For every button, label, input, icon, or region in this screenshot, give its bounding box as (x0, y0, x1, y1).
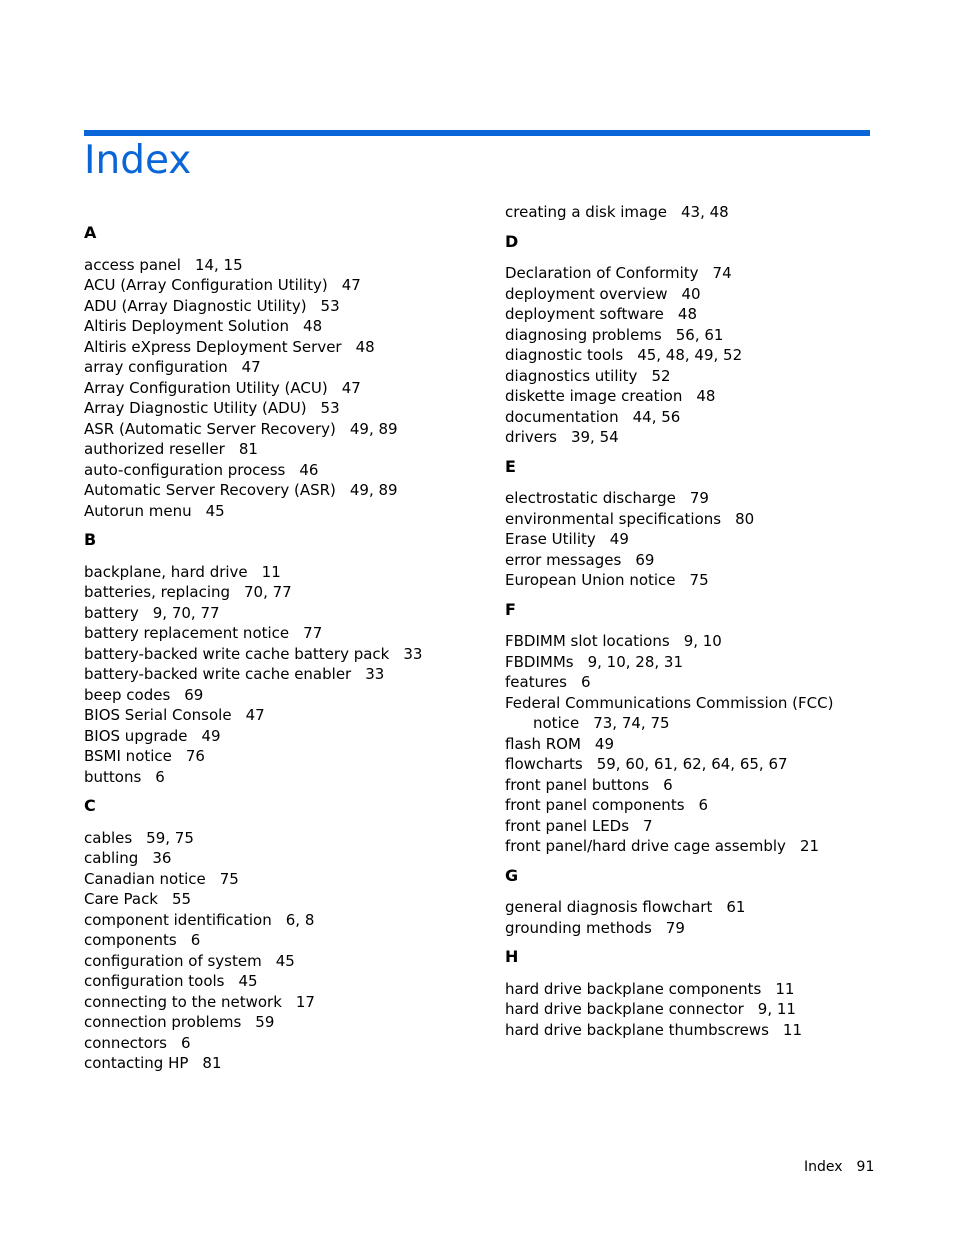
entry-pages[interactable]: 6 (698, 796, 709, 814)
index-entry (505, 672, 925, 693)
entry-pages[interactable]: 11 (261, 562, 281, 581)
index-entry (505, 918, 925, 939)
entry-term: connectors (84, 1033, 167, 1052)
entry-term: ACU (Array Configuration Utility) (84, 276, 328, 294)
entry-term: battery (84, 603, 139, 622)
entry-term: authorized reseller (84, 440, 225, 458)
index-entry (84, 623, 504, 644)
entry-term: array configuration (84, 358, 228, 376)
entry-pages[interactable]: 48 (355, 337, 375, 356)
index-entry (505, 999, 925, 1020)
index-entry (84, 705, 504, 726)
index-entry (505, 284, 925, 305)
entry-term: diagnosing problems (505, 325, 662, 344)
index-entry (84, 255, 504, 276)
entry-term: buttons (84, 767, 142, 786)
entry-pages[interactable]: 56, 61 (675, 325, 724, 344)
index-entry (505, 570, 925, 591)
entry-pages[interactable]: 59, 75 (146, 828, 194, 847)
index-entry (84, 828, 504, 849)
entry-term: front panel/hard drive cage assembly (505, 837, 786, 855)
footer-label: Index (804, 1159, 843, 1175)
entry-term: diskette image creation (505, 387, 683, 405)
entry-pages[interactable]: 6 (190, 931, 201, 949)
entry-pages[interactable]: 9, 70, 77 (152, 603, 220, 622)
index-entry (84, 951, 504, 972)
entry-term: auto-configuration process (84, 460, 286, 479)
entry-term: BIOS Serial Console (84, 706, 232, 724)
section-letter: A (84, 223, 97, 242)
index-entry (505, 775, 925, 796)
entry-term-continued: notice (533, 714, 580, 732)
entry-pages[interactable]: 33 (403, 644, 423, 663)
index-entry (505, 795, 925, 816)
entry-pages[interactable]: 70, 77 (244, 583, 292, 601)
entry-pages[interactable]: 75 (689, 571, 709, 589)
index-entry (84, 910, 504, 931)
entry-pages[interactable]: 69 (635, 550, 655, 569)
index-entry (505, 529, 925, 550)
entry-term: cables (84, 828, 133, 847)
entry-term: flowcharts (505, 755, 583, 773)
entry-pages[interactable]: 45 (238, 972, 258, 990)
entry-pages[interactable]: 49, 89 (349, 481, 398, 499)
entry-pages[interactable]: 6 (663, 775, 673, 794)
entry-pages[interactable]: 36 (152, 849, 172, 867)
entry-term: backplane, hard drive (84, 562, 248, 581)
entry-pages[interactable]: 33 (365, 665, 385, 683)
section-letter: B (84, 530, 97, 549)
index-entry (84, 603, 504, 624)
index-entry (84, 869, 504, 890)
index-column-left (84, 223, 504, 1083)
entry-term: configuration tools (84, 972, 225, 990)
index-entry (84, 480, 504, 501)
entry-term: hard drive backplane components (505, 979, 762, 998)
entry-pages[interactable]: 59, 60, 61, 62, 64, 65, 67 (596, 755, 788, 773)
index-entry (84, 664, 504, 685)
entry-term: FBDIMMs (505, 652, 574, 671)
index-entry (505, 693, 925, 734)
entry-term: component identification (84, 910, 272, 929)
entry-pages[interactable]: 40 (681, 284, 701, 303)
index-section (84, 223, 504, 521)
index-entry (84, 726, 504, 747)
entry-term: beep codes (84, 685, 171, 704)
index-entry (84, 582, 504, 603)
index-entry (505, 427, 925, 448)
entry-term: Autorun menu (84, 501, 192, 520)
entry-term: drivers (505, 428, 557, 446)
index-entry (84, 378, 504, 399)
entry-pages[interactable]: 6 (180, 1033, 191, 1052)
index-entry (84, 419, 504, 440)
index-entry (505, 509, 925, 530)
entry-term: hard drive backplane thumbscrews (505, 1020, 769, 1039)
entry-pages[interactable]: 47 (341, 276, 361, 294)
entry-term: hard drive backplane connector (505, 1000, 744, 1018)
index-entry (505, 754, 925, 775)
entry-pages[interactable]: 6, 8 (285, 910, 315, 929)
entry-term: Canadian notice (84, 869, 206, 888)
index-entry (505, 407, 925, 428)
entry-pages[interactable]: 61 (726, 898, 746, 916)
index-entry (84, 992, 504, 1013)
entry-pages[interactable]: 79 (689, 489, 709, 507)
entry-pages[interactable]: 80 (735, 509, 755, 528)
entry-pages[interactable]: 47 (241, 358, 261, 376)
index-entry (505, 366, 925, 387)
index-entry (505, 386, 925, 407)
index-entry (84, 746, 504, 767)
entry-term: Declaration of Conformity (505, 264, 699, 282)
entry-pages[interactable]: 9, 10 (683, 632, 722, 650)
entry-term: BSMI notice (84, 747, 172, 765)
entry-pages[interactable]: 49 (594, 734, 614, 753)
index-section (505, 866, 925, 939)
entry-term: diagnostics utility (505, 366, 638, 385)
entry-term: battery-backed write cache battery pack (84, 644, 390, 663)
entry-pages[interactable]: 11 (775, 979, 795, 998)
entry-term: front panel components (505, 796, 685, 814)
entry-pages[interactable]: 53 (320, 399, 340, 417)
index-entry (84, 316, 504, 337)
entry-pages[interactable]: 76 (185, 747, 205, 765)
entry-pages[interactable]: 47 (341, 378, 361, 397)
entry-term: BIOS upgrade (84, 726, 188, 745)
entry-pages[interactable]: 73, 74, 75 (593, 714, 670, 732)
index-entry (505, 816, 925, 837)
entry-term: deployment software (505, 305, 664, 323)
page-title: Index (84, 138, 192, 183)
entry-pages[interactable]: 45 (275, 951, 295, 970)
entry-term: front panel buttons (505, 775, 650, 794)
entry-pages[interactable]: 45 (205, 501, 225, 520)
entry-pages[interactable]: 6 (155, 767, 165, 786)
entry-term: documentation (505, 407, 619, 426)
entry-pages[interactable]: 49 (609, 530, 629, 548)
index-entry (84, 562, 504, 583)
index-entry (84, 296, 504, 317)
entry-term: connection problems (84, 1013, 242, 1031)
index-entry (505, 1020, 925, 1041)
entry-pages[interactable]: 55 (172, 890, 192, 908)
entry-pages[interactable]: 6 (580, 673, 591, 691)
entry-pages[interactable]: 49 (201, 726, 221, 745)
entry-pages[interactable]: 9, 11 (757, 1000, 796, 1018)
entry-pages[interactable]: 75 (219, 869, 239, 888)
section-letter: C (84, 796, 96, 815)
entry-pages[interactable]: 44, 56 (632, 407, 681, 426)
index-entry (505, 550, 925, 571)
entry-term: ADU (Array Diagnostic Utility) (84, 296, 307, 315)
index-entry (505, 652, 925, 673)
entry-term: Altiris eXpress Deployment Server (84, 337, 342, 356)
entry-term: deployment overview (505, 284, 668, 303)
entry-term: FBDIMM slot locations (505, 632, 670, 650)
index-entry (505, 345, 925, 366)
index-entry (84, 439, 504, 460)
page-number: 91 (856, 1159, 875, 1175)
index-entry (84, 644, 504, 665)
index-entry (505, 325, 925, 346)
entry-pages[interactable]: 77 (303, 624, 323, 642)
index-entry (84, 1033, 504, 1054)
index-entry (84, 1053, 504, 1074)
entry-term: contacting HP (84, 1054, 189, 1072)
index-entry (84, 275, 504, 296)
entry-pages[interactable]: 74 (712, 264, 732, 282)
index-entry (505, 304, 925, 325)
index-entry (84, 337, 504, 358)
entry-pages[interactable]: 14, 15 (194, 255, 243, 274)
entry-pages[interactable]: 59 (255, 1013, 275, 1031)
index-entry (84, 357, 504, 378)
entry-term: configuration of system (84, 951, 262, 970)
page-footer (804, 1158, 874, 1176)
entry-term: Altiris Deployment Solution (84, 317, 290, 335)
section-letter: H (505, 947, 519, 966)
entry-term: Care Pack (84, 890, 158, 908)
entry-pages[interactable]: 81 (238, 440, 258, 458)
index-section (505, 457, 925, 591)
entry-term: cabling (84, 849, 139, 867)
index-entry (505, 734, 925, 755)
entry-term: battery-backed write cache enabler (84, 665, 352, 683)
entry-term: environmental specifications (505, 509, 722, 528)
index-entry (505, 897, 925, 918)
entry-term: Array Configuration Utility (ACU) (84, 378, 328, 397)
index-column-right (505, 202, 925, 1049)
entry-term: creating a disk image (505, 203, 667, 221)
index-entry (505, 202, 925, 223)
entry-term: European Union notice (505, 571, 676, 589)
entry-pages[interactable]: 48 (303, 317, 323, 335)
index-entry (505, 631, 925, 652)
entry-pages[interactable]: 21 (799, 837, 820, 855)
entry-pages[interactable]: 81 (202, 1054, 222, 1072)
entry-term: Federal Communications Commission (FCC) (505, 693, 834, 712)
entry-term: Array Diagnostic Utility (ADU) (84, 399, 307, 417)
index-entry (84, 398, 504, 419)
entry-pages[interactable]: 47 (245, 706, 265, 724)
index-section (505, 232, 925, 448)
section-letter: F (505, 599, 516, 619)
entry-pages[interactable]: 52 (651, 366, 671, 385)
index-section (84, 796, 504, 1074)
entry-pages[interactable]: 46 (299, 460, 319, 479)
index-entry (84, 930, 504, 951)
entry-term: battery replacement notice (84, 624, 290, 642)
entry-pages[interactable]: 9, 10, 28, 31 (587, 652, 684, 671)
entry-term: front panel LEDs (505, 816, 630, 835)
index-entry (505, 488, 925, 509)
index-section (505, 600, 925, 857)
entry-term: electrostatic discharge (505, 489, 676, 507)
index-entry (84, 767, 504, 788)
index-entry (84, 1012, 504, 1033)
entry-term: batteries, replacing (84, 583, 231, 601)
index-section (505, 202, 925, 223)
index-entry (84, 685, 504, 706)
entry-pages[interactable]: 79 (665, 918, 685, 937)
title-rule (84, 130, 870, 136)
entry-term: Erase Utility (505, 530, 596, 548)
entry-term: ASR (Automatic Server Recovery) (84, 419, 336, 438)
index-entry (84, 460, 504, 481)
index-entry (505, 263, 925, 284)
entry-pages[interactable]: 45, 48, 49, 52 (637, 346, 743, 364)
entry-term: flash ROM (505, 734, 581, 753)
index-entry (84, 971, 504, 992)
entry-pages[interactable]: 11 (782, 1020, 802, 1039)
entry-pages[interactable]: 49, 89 (349, 419, 398, 438)
entry-pages[interactable]: 69 (184, 685, 204, 704)
entry-pages[interactable]: 48 (696, 387, 716, 405)
index-entry (84, 501, 504, 522)
entry-term: connecting to the network (84, 992, 282, 1011)
index-section (505, 947, 925, 1040)
entry-term: general diagnosis flowchart (505, 898, 713, 916)
entry-pages[interactable]: 53 (320, 296, 340, 315)
entry-term: access panel (84, 255, 181, 274)
entry-pages[interactable]: 39, 54 (570, 428, 619, 446)
index-entry (84, 848, 504, 869)
section-letter: G (505, 865, 519, 885)
entry-pages[interactable]: 48 (677, 305, 697, 323)
section-letter: E (505, 456, 516, 476)
index-section (84, 530, 504, 787)
entry-term: grounding methods (505, 918, 652, 937)
entry-pages[interactable]: 17 (295, 992, 315, 1011)
index-entry (505, 836, 925, 857)
entry-term: Automatic Server Recovery (ASR) (84, 481, 336, 499)
entry-term: components (84, 931, 177, 949)
entry-pages[interactable]: 43, 48 (681, 203, 729, 221)
entry-term: features (505, 673, 567, 691)
index-entry (84, 889, 504, 910)
entry-term: diagnostic tools (505, 346, 624, 364)
entry-term: error messages (505, 550, 622, 569)
section-letter: D (505, 231, 519, 251)
index-entry (505, 979, 925, 1000)
entry-pages[interactable]: 7 (643, 816, 653, 835)
